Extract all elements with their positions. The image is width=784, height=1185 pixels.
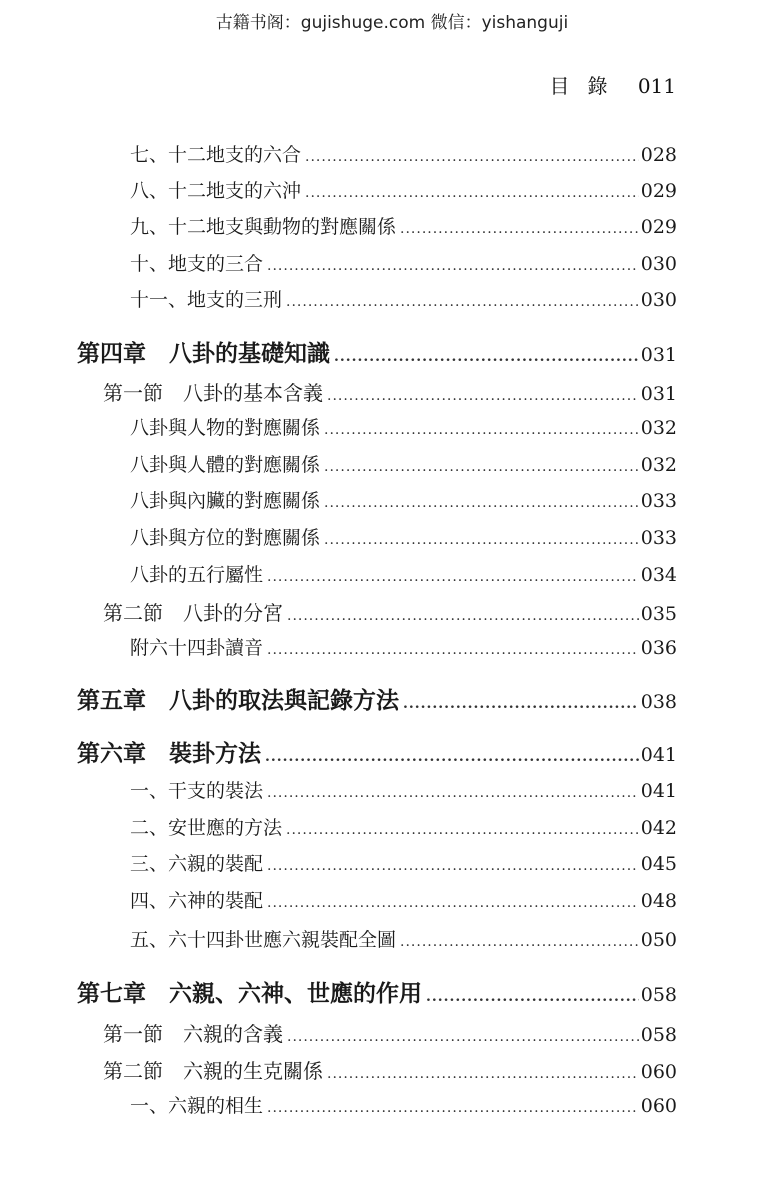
toc-entry[interactable] — [130, 523, 677, 550]
toc-entry-label: 八卦與人體的對應關係 — [130, 454, 321, 476]
toc-entry-label: 九、十二地支與動物的對應關係 — [130, 216, 397, 238]
watermark-text: 古籍书阁：gujishuge.com 微信：yishanguji — [215, 13, 569, 33]
dot-leader — [286, 294, 639, 310]
toc-entry-page: 036 — [640, 637, 677, 659]
running-head-page: 011 — [637, 74, 676, 98]
toc-chapter[interactable] — [77, 975, 677, 1008]
toc-entry-label: 四、六神的裝配 — [130, 890, 264, 912]
toc-section[interactable] — [103, 1018, 677, 1047]
toc-chapter[interactable] — [77, 682, 677, 715]
toc-entry-label: 十一、地支的三刑 — [130, 289, 283, 311]
toc-entry-page: 031 — [640, 344, 677, 366]
toc-entry[interactable] — [130, 140, 677, 167]
dot-leader — [400, 934, 639, 950]
dot-leader — [327, 388, 639, 404]
toc-entry-label: 五、六十四卦世應六親裝配全圖 — [130, 929, 397, 951]
toc-entry[interactable] — [130, 249, 677, 276]
dot-leader — [287, 1029, 639, 1045]
toc-entry-page: 032 — [640, 454, 677, 476]
dot-leader — [286, 822, 639, 838]
toc-section[interactable] — [103, 377, 677, 406]
toc-entry[interactable] — [130, 1091, 677, 1118]
dot-leader — [267, 1100, 639, 1116]
dot-leader — [324, 422, 639, 438]
toc-entry-page: 033 — [640, 490, 677, 512]
toc-entry[interactable] — [130, 413, 677, 440]
toc-entry-page: 030 — [640, 253, 677, 275]
dot-leader — [400, 221, 639, 237]
toc-entry[interactable] — [130, 925, 677, 952]
toc-entry-page: 031 — [640, 383, 677, 405]
toc-section-label: 第一節 八卦的基本含義 — [103, 381, 323, 405]
toc-entry-label: 十、地支的三合 — [130, 253, 264, 275]
toc-entry[interactable] — [130, 633, 677, 660]
toc-chapter[interactable] — [77, 735, 677, 768]
toc-entry-page: 035 — [640, 603, 677, 625]
dot-leader — [267, 642, 639, 658]
toc-entry-page: 058 — [640, 1024, 677, 1046]
toc-entry[interactable] — [130, 486, 677, 513]
dot-leader — [324, 459, 639, 475]
toc-entry-label: 三、六親的裝配 — [130, 853, 264, 875]
toc-entry-page: 028 — [640, 144, 677, 166]
toc-entry-label: 一、六親的相生 — [130, 1095, 264, 1117]
toc-entry-page: 060 — [640, 1095, 677, 1117]
toc-entry-page: 030 — [640, 289, 677, 311]
toc-entry-page: 041 — [640, 780, 677, 802]
toc-chapter-label: 第七章 六親、六神、世應的作用 — [77, 980, 422, 1007]
toc-entry-page: 034 — [640, 564, 677, 586]
toc-entry-label: 七、十二地支的六合 — [130, 144, 302, 166]
dot-leader — [426, 989, 639, 1005]
toc-entry-page: 032 — [640, 417, 677, 439]
dot-leader — [267, 785, 639, 801]
dot-leader — [267, 858, 639, 874]
dot-leader — [265, 749, 639, 765]
toc-entry[interactable] — [130, 886, 677, 913]
toc-entry-page: 050 — [640, 929, 677, 951]
dot-leader — [267, 895, 639, 911]
toc-entry[interactable] — [130, 849, 677, 876]
running-head-title: 目錄 — [549, 74, 626, 98]
toc-entry-page: 048 — [640, 890, 677, 912]
toc-entry-label: 八卦與內臟的對應關係 — [130, 490, 321, 512]
toc-entry-page: 058 — [640, 984, 677, 1006]
toc-entry[interactable] — [130, 285, 677, 312]
dot-leader — [327, 1066, 639, 1082]
toc-entry-label: 一、干支的裝法 — [130, 780, 264, 802]
dot-leader — [267, 258, 639, 274]
dot-leader — [287, 608, 639, 624]
toc-entry-page: 060 — [640, 1061, 677, 1083]
toc-entry-label: 附六十四卦讀音 — [130, 637, 264, 659]
dot-leader — [305, 185, 639, 201]
toc-entry-label: 八卦與方位的對應關係 — [130, 527, 321, 549]
toc-chapter-label: 第五章 八卦的取法與記錄方法 — [77, 687, 399, 714]
dot-leader — [324, 495, 639, 511]
dot-leader — [324, 532, 639, 548]
toc-chapter[interactable] — [77, 335, 677, 368]
toc-entry[interactable] — [130, 450, 677, 477]
dot-leader — [403, 696, 639, 712]
toc-section-label: 第一節 六親的含義 — [103, 1022, 283, 1046]
toc-entry-page: 029 — [640, 180, 677, 202]
toc-entry-page: 033 — [640, 527, 677, 549]
toc-entry-page: 042 — [640, 817, 677, 839]
toc-entry[interactable] — [130, 560, 677, 587]
toc-entry-label: 八卦的五行屬性 — [130, 564, 264, 586]
toc-chapter-label: 第四章 八卦的基礎知識 — [77, 340, 330, 367]
dot-leader — [334, 349, 639, 365]
toc-entry[interactable] — [130, 813, 677, 840]
toc-entry-page: 029 — [640, 216, 677, 238]
toc-section[interactable] — [103, 1055, 677, 1084]
toc-entry-page: 038 — [640, 691, 677, 713]
toc-entry-page: 041 — [640, 744, 677, 766]
toc-entry-label: 二、安世應的方法 — [130, 817, 283, 839]
toc-section-label: 第二節 六親的生克關係 — [103, 1059, 323, 1083]
toc-section-label: 第二節 八卦的分宮 — [103, 601, 283, 625]
toc-entry-label: 八、十二地支的六沖 — [130, 180, 302, 202]
dot-leader — [267, 569, 639, 585]
toc-entry[interactable] — [130, 776, 677, 803]
toc-entry[interactable] — [130, 212, 677, 239]
toc-entry-page: 045 — [640, 853, 677, 875]
dot-leader — [305, 149, 639, 165]
toc-chapter-label: 第六章 裝卦方法 — [77, 740, 261, 767]
toc-entry[interactable] — [130, 176, 677, 203]
toc-section[interactable] — [103, 597, 677, 626]
toc-entry-label: 八卦與人物的對應關係 — [130, 417, 321, 439]
